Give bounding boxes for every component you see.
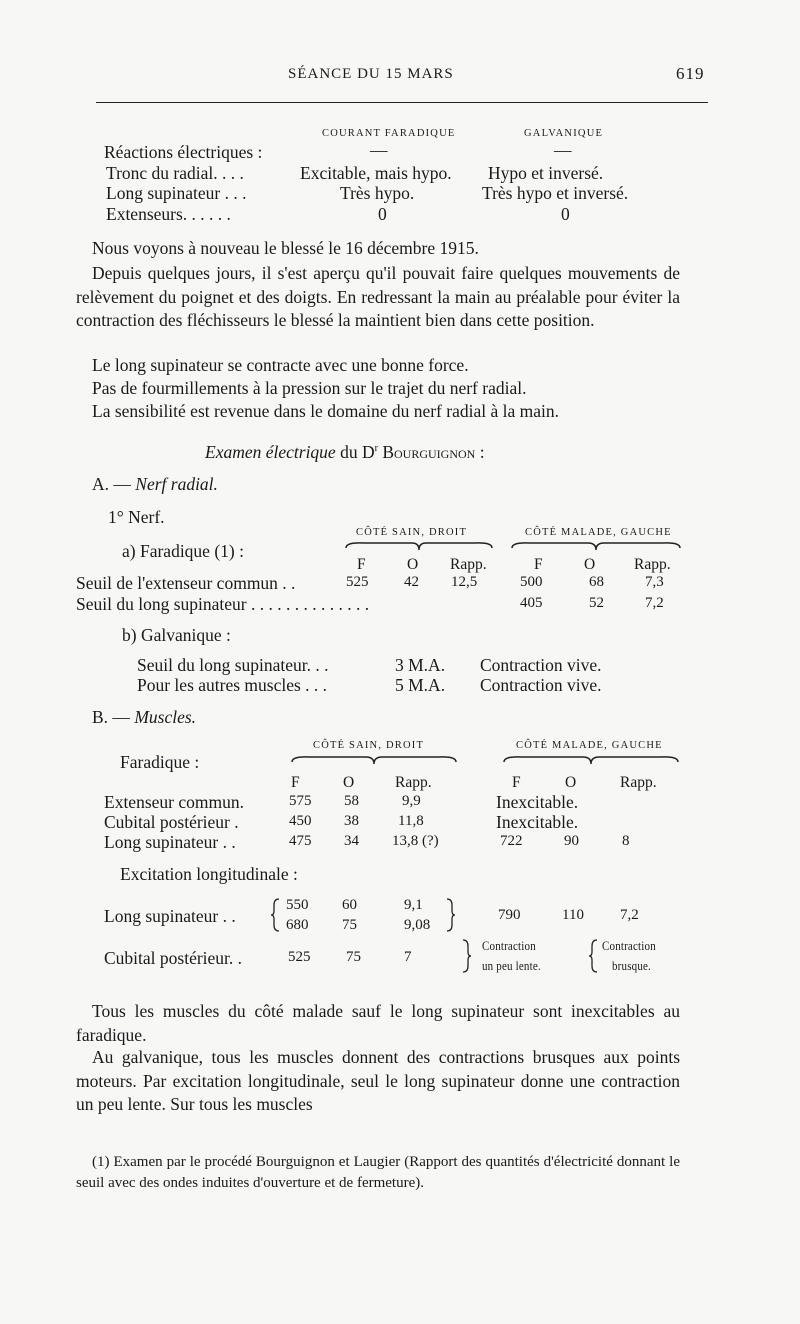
exam-heading-sup: r: [374, 443, 378, 455]
brace-sain: [344, 540, 494, 554]
cell: 722: [500, 833, 523, 849]
cell: 9,1: [404, 897, 423, 913]
section-a-letter: A. —: [92, 474, 136, 494]
col-rapp: Rapp.: [450, 556, 487, 573]
col-F: F: [357, 556, 366, 573]
running-header: SÉANCE DU 15 MARS: [288, 66, 454, 82]
cell: 90: [564, 833, 579, 849]
cell: 60: [342, 897, 357, 913]
brace-sain: [290, 754, 458, 768]
col-O: O: [407, 556, 419, 573]
paragraph: Nous voyons à nouveau le blessé le 16 décembre 1915.: [92, 238, 479, 258]
cell: 75: [346, 949, 361, 965]
cell: 575: [289, 793, 312, 809]
cell: 13,8 (?): [392, 833, 439, 849]
cell: 38: [344, 813, 359, 829]
brace-malade: [510, 540, 682, 554]
reaction-row-galvanique: Très hypo et inversé.: [482, 183, 629, 203]
cote-sain-header: CÔTÉ SAIN, DROIT: [313, 740, 425, 751]
exam-heading-du: du D: [335, 442, 375, 462]
brace-malade: [502, 754, 680, 768]
brace-right: [444, 897, 456, 933]
exam-heading: [205, 442, 485, 463]
section-b-title: [92, 707, 196, 728]
cell: 9,9: [402, 793, 421, 809]
galv-row-value: 3 M.A.: [395, 655, 446, 675]
cell: 525: [288, 949, 311, 965]
cell-inexcitable: Inexcitable.: [496, 812, 579, 832]
section-b-letter: B. —: [92, 707, 135, 727]
brace-left: [588, 938, 600, 974]
col-F: F: [534, 556, 543, 573]
dash-faradique: —: [370, 140, 388, 160]
reactions-title: Réactions électriques :: [104, 142, 263, 162]
longitudinal-title: Excitation longitudinale :: [120, 864, 298, 884]
paragraph: La sensibilité est revenue dans le domaine du nerf radial à la main.: [92, 401, 559, 421]
dash-galvanique: —: [554, 140, 572, 160]
cell: 500: [520, 574, 543, 590]
reaction-row-faradique: 0: [378, 204, 387, 224]
galv-row-label: Seuil du long supinateur. . .: [137, 655, 329, 675]
cell: 68: [589, 574, 604, 590]
paragraph: Pas de fourmillements à la pression sur le trajet du nerf radial.: [92, 378, 527, 398]
col-galvanique: GALVANIQUE: [524, 128, 604, 139]
cell-note: brusque.: [612, 959, 651, 973]
paragraph: Au galvanique, tous les muscles donnent des contractions brusques aux points moteurs. Par excitation longitudinale, seul le long supinateur donne une contraction un peu lente. Sur tous les muscles: [76, 1047, 680, 1114]
paragraph: Le long supinateur se contracte avec une bonne force.: [92, 355, 469, 375]
col-O: O: [584, 556, 596, 573]
table-row-label: Extenseur commun.: [104, 792, 244, 812]
header-rule: [96, 102, 708, 103]
cell-inexcitable: Inexcitable.: [496, 792, 579, 812]
cell: 58: [344, 793, 359, 809]
brace-right: [460, 938, 472, 974]
cell: 75: [342, 917, 357, 933]
cote-malade-header: CÔTÉ MALADE, GAUCHE: [525, 527, 672, 538]
brace-left: [270, 897, 282, 933]
cell: 12,5: [451, 574, 478, 590]
col-O: O: [343, 774, 355, 791]
galv-row-label: Pour les autres muscles . . .: [137, 675, 328, 695]
paragraph: Tous les muscles du côté malade sauf le long supinateur sont inexcitables au faradique.: [76, 1001, 680, 1045]
table-row-label: Long supinateur . .: [104, 906, 236, 926]
col-rapp: Rapp.: [634, 556, 671, 573]
paragraph: Depuis quelques jours, il s'est aperçu qu'il pouvait faire quelques mouvements de relèvement du poignet et des doigts. En redressant la main au préalable pour éviter la contraction des fléchisseurs le blessé la maintient bien dans cette position.: [76, 263, 680, 330]
cell-note: Contraction: [482, 939, 536, 953]
cell: 405: [520, 595, 543, 611]
reaction-row-galvanique: Hypo et inversé.: [488, 163, 604, 183]
cell: 680: [286, 917, 309, 933]
cell: 52: [589, 595, 604, 611]
cote-sain-header: CÔTÉ SAIN, DROIT: [356, 527, 468, 538]
galv-row-value: 5 M.A.: [395, 675, 446, 695]
faradique-a-label: a) Faradique (1) :: [122, 541, 244, 561]
faradique-b-label: Faradique :: [120, 752, 200, 772]
cell: 8: [622, 833, 630, 849]
col-O: O: [565, 774, 577, 791]
cell: 11,8: [398, 813, 424, 829]
footnote: (1) Examen par le procédé Bourguignon et Laugier (Rapport des quantités d'électricité donnant le seuil avec des ondes induites d'ouverture et de fermeture).: [76, 1154, 680, 1191]
reaction-row-galvanique: 0: [561, 204, 570, 224]
col-F: F: [512, 774, 521, 791]
table-row-label: Cubital postérieur .: [104, 812, 239, 832]
cell: 790: [498, 907, 521, 923]
col-courant-faradique: COURANT FARADIQUE: [322, 128, 456, 139]
galvanique-label: b) Galvanique :: [122, 625, 231, 645]
table-row-label: Long supinateur . .: [104, 832, 236, 852]
reaction-row-label: Extenseurs. . . . . .: [106, 204, 231, 224]
reaction-row-label: Long supinateur . . .: [106, 183, 247, 203]
page-number: 619: [676, 64, 705, 83]
cell: 7,3: [645, 574, 664, 590]
reaction-row-faradique: Excitable, mais hypo.: [300, 163, 452, 183]
cote-malade-header: CÔTÉ MALADE, GAUCHE: [516, 740, 663, 751]
cell: 110: [562, 907, 584, 923]
cell: 7,2: [620, 907, 639, 923]
nerf-subtitle: 1° Nerf.: [108, 507, 165, 527]
exam-heading-name: Bourguignon :: [377, 442, 485, 462]
cell: 550: [286, 897, 309, 913]
cell: 42: [404, 574, 419, 590]
table-row-label: Seuil de l'extenseur commun . .: [76, 573, 296, 593]
table-row-label: Seuil du long supinateur . . . . . . . . . . . . . .: [76, 594, 370, 614]
table-row-label: Cubital postérieur. .: [104, 948, 243, 968]
reaction-row-label: Tronc du radial. . . .: [106, 163, 244, 183]
cell: 7,2: [645, 595, 664, 611]
cell-note: Contraction: [602, 939, 656, 953]
col-rapp: Rapp.: [620, 774, 657, 791]
galv-row-result: Contraction vive.: [480, 655, 602, 675]
section-a-title: [92, 474, 218, 495]
exam-heading-italic: Examen électrique: [205, 442, 336, 462]
col-rapp: Rapp.: [395, 774, 432, 791]
section-b-italic: Muscles.: [134, 707, 197, 727]
cell: 7: [404, 949, 412, 965]
cell-note: un peu lente.: [482, 959, 541, 973]
cell: 525: [346, 574, 369, 590]
cell: 450: [289, 813, 312, 829]
galv-row-result: Contraction vive.: [480, 675, 602, 695]
cell: 475: [289, 833, 312, 849]
reaction-row-faradique: Très hypo.: [340, 183, 415, 203]
cell: 9,08: [404, 917, 431, 933]
section-a-italic: Nerf radial.: [135, 474, 218, 494]
col-F: F: [291, 774, 300, 791]
cell: 34: [344, 833, 359, 849]
